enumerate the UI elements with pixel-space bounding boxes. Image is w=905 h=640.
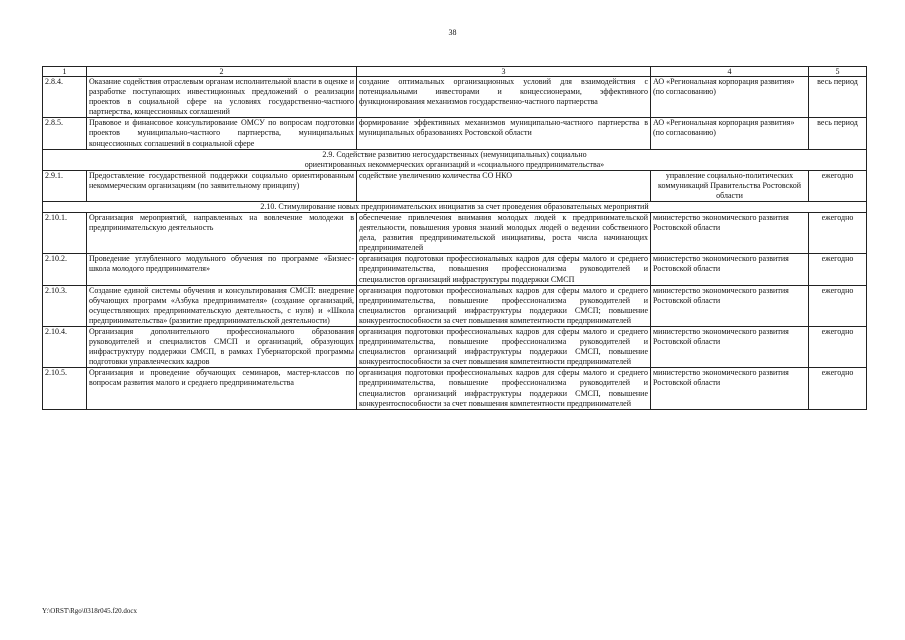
section-heading (43, 201, 867, 212)
item-number: 2.10.3. (43, 285, 87, 326)
expected-result: формирование эффективных механизмов муниципально-частного партнерства в муниципальных образованиях Ростовской области (357, 118, 651, 149)
expected-result: обеспечение привлечения внимания молодых людей к предпринимательской деятельности, повышения уровня знаний молодых людей о ведении собственного дела, развития предпринимательской инициативы, роста числа начинающих предпринимателей (357, 212, 651, 253)
expected-result: создание оптимальных организационных условий для взаимодействия с потенциальными инвесторами и концессионерами, эффективного функционирования механизмов государственно-частного партнерства (357, 77, 651, 118)
col-header-3: 3 (357, 67, 651, 77)
action-description: Создание единой системы обучения и консультирования СМСП: внедрение обучающих программ «Азбука предпринимателя» (создание организаций, осуществляющих предпринимательскую деятельность, с нуля) и «Школа предпринимательства» (развитие предпринимательской деятельности) (87, 285, 357, 326)
expected-result: организация подготовки профессиональных кадров для сферы малого и среднего предпринимательства, повышение профессионализма руководителей и специалистов организаций инфраструктуры поддержки СМСП; повышение конкурентоспособности за счет повышения компетентности предпринимателей (357, 285, 651, 326)
col-header-2: 2 (87, 67, 357, 77)
implementation-term: ежегодно (809, 170, 867, 201)
responsible-executor: АО «Региональная корпорация развития» (по согласованию) (651, 118, 809, 149)
responsible-executor: министерство экономического развития Ростовской области (651, 285, 809, 326)
col-header-5: 5 (809, 67, 867, 77)
action-description: Правовое и финансовое консультирование ОМСУ по вопросам подготовки проектов муниципально-частного партнерства, муниципальных концессионных соглашений в социальной сфере (87, 118, 357, 149)
action-description: Организация и проведение обучающих семинаров, мастер-классов по вопросам развития малого и среднего предпринимательства (87, 368, 357, 409)
table-row (43, 285, 867, 326)
section-heading-line: 2.10. Стимулирование новых предпринимательских инициатив за счет проведения образовательных мероприятий (260, 201, 649, 211)
section-heading-row (43, 149, 867, 170)
table-row (43, 212, 867, 253)
file-path-footer: Y:\ORST\Rgo\0318r045.f20.docx (42, 607, 138, 615)
expected-result: содействие увеличению количества СО НКО (357, 170, 651, 201)
section-heading-line: 2.9. Содействие развитию негосударственных (немуниципальных) социально (322, 149, 587, 159)
item-number: 2.10.4. (43, 326, 87, 367)
implementation-term: ежегодно (809, 285, 867, 326)
action-plan-table (42, 66, 867, 410)
col-header-1: 1 (43, 67, 87, 77)
responsible-executor: управление социально-политических коммуникаций Правительства Ростовской области (651, 170, 809, 201)
implementation-term: ежегодно (809, 212, 867, 253)
action-description: Оказание содействия отраслевым органам исполнительной власти в оценке и разработке поступающих инвестиционных предложений о реализации проектов в социальной сфере на условиях государственно-частного партнерства, концессионных соглашений (87, 77, 357, 118)
col-header-4: 4 (651, 67, 809, 77)
column-number-header-row (43, 67, 867, 77)
responsible-executor: министерство экономического развития Ростовской области (651, 326, 809, 367)
section-heading-row (43, 201, 867, 212)
expected-result: организация подготовки профессиональных кадров для сферы малого и среднего предпринимательства, повышения профессионализма руководителей и специалистов организаций инфраструктуры поддержки СМСП (357, 254, 651, 285)
expected-result: организация подготовки профессиональных кадров для сферы малого и среднего предпринимательства, повышение профессионализма руководителей и специалистов организаций инфраструктуры поддержки СМСП, повышение конкурентоспособности за счет повышения компетентности предпринимателей (357, 326, 651, 367)
responsible-executor: министерство экономического развития Ростовской области (651, 368, 809, 409)
table-row (43, 254, 867, 285)
item-number: 2.10.5. (43, 368, 87, 409)
table-row (43, 118, 867, 149)
section-heading (43, 149, 867, 170)
implementation-term: ежегодно (809, 368, 867, 409)
action-description: Проведение углубленного модульного обучения по программе «Бизнес-школа молодого предпринимателя» (87, 254, 357, 285)
implementation-term: весь период (809, 77, 867, 118)
page-number: 38 (448, 28, 457, 37)
responsible-executor: министерство экономического развития Ростовской области (651, 254, 809, 285)
table-row (43, 368, 867, 409)
action-description: Организация мероприятий, направленных на вовлечение молодежи в предпринимательскую деятельность (87, 212, 357, 253)
item-number: 2.8.4. (43, 77, 87, 118)
table-row (43, 77, 867, 118)
table-row (43, 170, 867, 201)
responsible-executor: АО «Региональная корпорация развития» (по согласованию) (651, 77, 809, 118)
item-number: 2.8.5. (43, 118, 87, 149)
table-row (43, 326, 867, 367)
item-number: 2.10.1. (43, 212, 87, 253)
action-description: Предоставление государственной поддержки социально ориентированным некоммерческим организациям (по заявительному принципу) (87, 170, 357, 201)
action-description: Организация дополнительного профессионального образования руководителей и специалистов СМСП и организаций, образующих инфраструктуру поддержки СМСП, в рамках Губернаторской программы подготовки управленческих кадров (87, 326, 357, 367)
expected-result: организация подготовки профессиональных кадров для сферы малого и среднего предпринимательства, повышение профессионализма руководителей и специалистов организаций инфраструктуры поддержки СМСП, повышение конкурентоспособности за счет повышения компетентности предпринимателей (357, 368, 651, 409)
item-number: 2.10.2. (43, 254, 87, 285)
implementation-term: весь период (809, 118, 867, 149)
item-number: 2.9.1. (43, 170, 87, 201)
responsible-executor: министерство экономического развития Ростовской области (651, 212, 809, 253)
implementation-term: ежегодно (809, 326, 867, 367)
section-heading-line: ориентированных некоммерческих организаций и «социального предпринимательства» (304, 159, 605, 169)
implementation-term: ежегодно (809, 254, 867, 285)
